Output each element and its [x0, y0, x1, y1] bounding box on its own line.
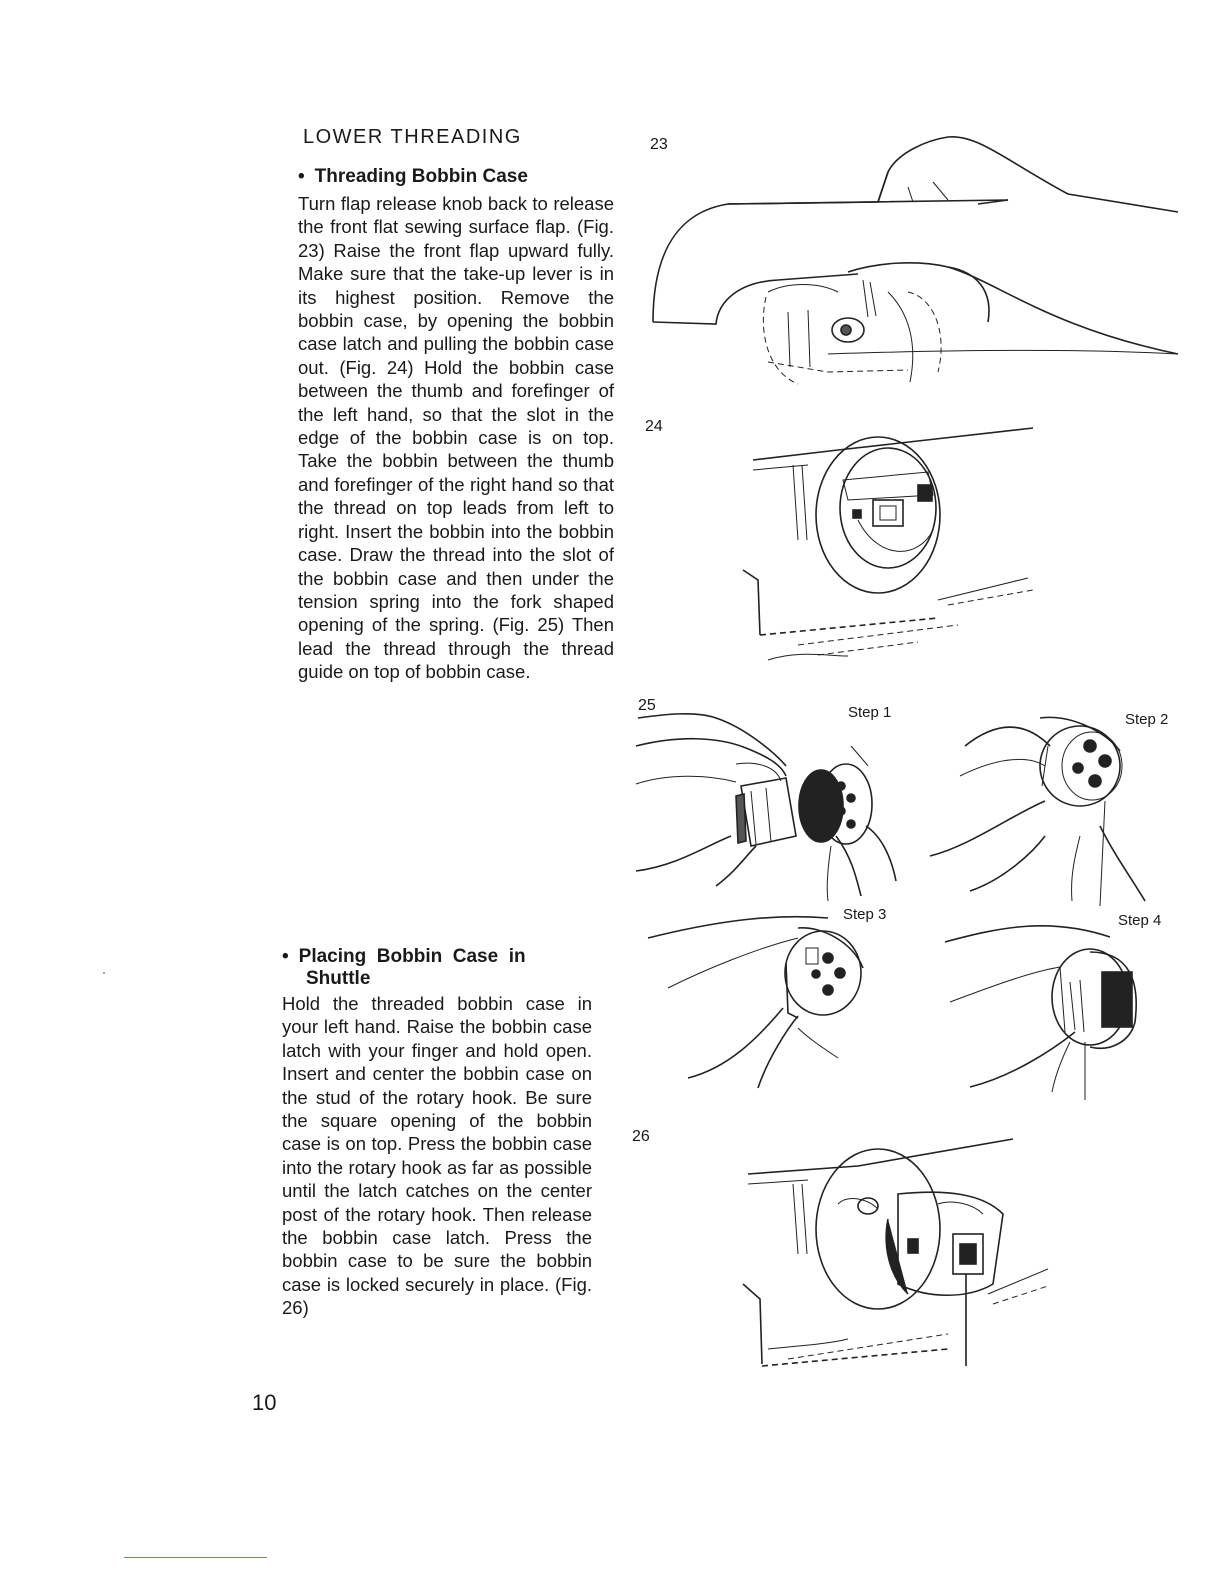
step-4-label: Step 4 — [1118, 912, 1162, 929]
step-2-label: Step 2 — [1125, 711, 1169, 728]
figure-25-label: 25 — [638, 697, 656, 714]
figure-23-label: 23 — [650, 136, 668, 153]
threading-instructions: Turn flap release knob back to release the front flat sewing surface flap. (Fig. 23) Raise the front flap upward fully. Make sure that the take-up lever is in its highest position. Remove the bobbin case, by opening the bobbin case latch and pulling the bobbin case out. (Fig. 24) Hold the bobbin case between the thumb and forefinger of the left hand, so that the slot in the edge of the bobbin case is on top. Take the bobbin between the thumb and forefinger of the right hand so that the thread on top leads from left to right. Insert the bobbin into the bobbin case. Draw the thread into the slot of the bobbin case and then under the tension spring into the fork shaped opening of the spring. (Fig. 25) Then lead the thread through the thread guide on top of bobbin case. — [298, 193, 614, 683]
scan-speck — [103, 972, 105, 974]
section-title: LOWER THREADING — [303, 126, 522, 148]
step-1-label: Step 1 — [848, 704, 892, 721]
placing-heading-line2: Shuttle — [306, 968, 371, 989]
figure-25-step-4-illustration — [940, 912, 1180, 1102]
figure-25-step-1-illustration — [636, 706, 916, 901]
placing-heading-line1 — [282, 946, 592, 968]
page-number: 10 — [252, 1390, 277, 1415]
figure-24-label: 24 — [645, 418, 663, 435]
placing-heading-line1-text: Placing Bobbin Case in — [298, 946, 526, 967]
threading-heading-text: Threading Bobbin Case — [314, 166, 528, 187]
figure-25-step-3-illustration — [648, 908, 898, 1093]
placing-instructions: Hold the threaded bobbin case in your left hand. Raise the bobbin case latch with your finger and hold open. Insert and center the bobbin case on the stud of the rotary hook. Be sure the square opening of the bobbin case is on top. Press the bobbin case into the rotary hook as far as possible until the latch catches on the center post of the rotary hook. Then release the bobbin case latch. Press the bobbin case to be sure the bobbin case is locked securely in place. (Fig. 26) — [282, 993, 592, 1319]
threading-bobbin-case-heading — [298, 166, 614, 188]
figure-26-illustration — [738, 1134, 1050, 1369]
figure-25-step-2-illustration — [930, 706, 1176, 906]
placing-bobbin-case-heading — [282, 946, 592, 990]
footer-rule — [124, 1557, 267, 1558]
step-3-label: Step 3 — [843, 906, 887, 923]
figure-23-illustration — [648, 132, 1178, 394]
figure-24-illustration — [738, 420, 1038, 665]
figure-26-label: 26 — [632, 1128, 650, 1145]
